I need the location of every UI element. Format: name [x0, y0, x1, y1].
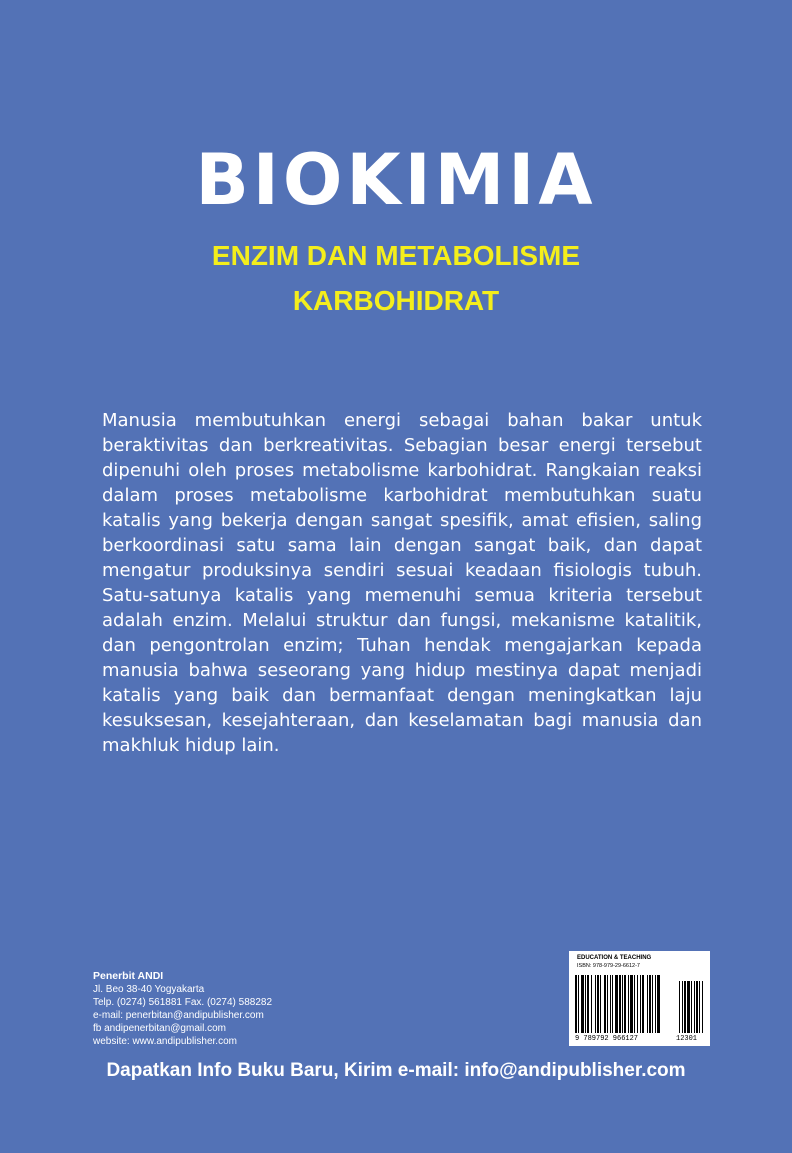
book-title: BIOKIMIA: [195, 139, 597, 221]
publisher-facebook: fb andipenerbitan@gmail.com: [93, 1023, 227, 1034]
barcode-bars-icon: [575, 975, 705, 1035]
book-description: Manusia membutuhkan energi sebagai bahan bakar untuk beraktivitas dan berkreativitas. Sebagian besar energi tersebut dipenuhi oleh proses metabolisme karbohidrat. Rangkaian reaksi dalam proses metabolisme karbohidrat membutuhkan suatu katalis yang bekerja dengan sangat spesifik, amat efisien, saling berkoordinasi satu sama lain dengan sangat baik, dan dapat mengatur produksinya sendiri sesuai keadaan fisiologis tubuh. Satu-satunya katalis yang memenuhi semua kriteria tersebut adalah enzim. Melalui struktur dan fungsi, mekanisme katalitik, dan pengontrolan enzim; Tuhan hendak mengajarkan kepada manusia bahwa seseorang yang hidup mestinya dapat menjadi katalis yang baik dan bermanfaat dengan meningkatkan laju kesuksesan, kesejahteraan, dan keselamatan bagi manusia dan makhluk hidup lain.: [102, 410, 702, 756]
publisher-info: [93, 970, 272, 1048]
publisher-website: website: www.andipublisher.com: [93, 1036, 237, 1047]
publisher-name: Penerbit ANDI: [93, 970, 164, 982]
publisher-phone: Telp. (0274) 561881 Fax. (0274) 588282: [93, 997, 273, 1008]
isbn-barcode: [569, 951, 710, 1046]
publisher-address: Jl. Beo 38-40 Yogyakarta: [93, 984, 205, 995]
barcode-addon-digits: 12301: [676, 1035, 698, 1043]
barcode-isbn: ISBN: 978-979-29-6612-7: [577, 963, 640, 969]
barcode-digits: 9 789792 966127: [575, 1035, 639, 1043]
publisher-email: e-mail: penerbitan@andipublisher.com: [93, 1010, 264, 1021]
book-subtitle-line-1: ENZIM DAN METABOLISME: [211, 240, 581, 271]
book-subtitle-line-2: KARBOHIDRAT: [292, 285, 500, 316]
barcode-category: EDUCATION & TEACHING: [577, 955, 652, 961]
footer-info-line: Dapatkan Info Buku Baru, Kirim e-mail: info@andipublisher.com: [106, 1060, 686, 1081]
